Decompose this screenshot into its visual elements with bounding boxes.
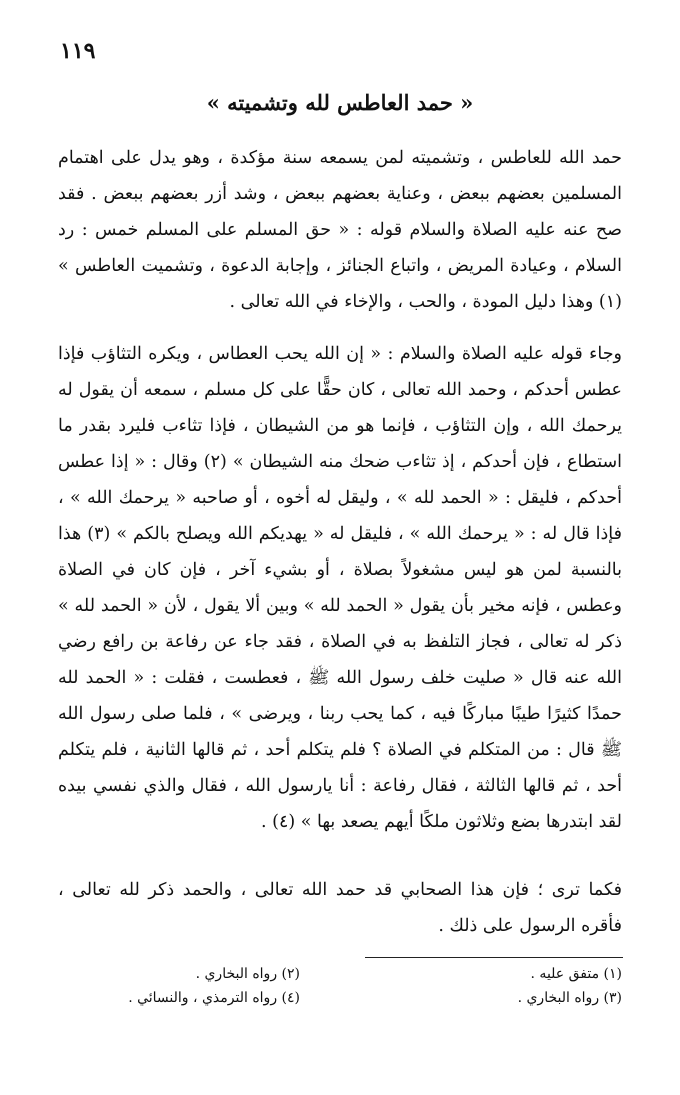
paragraph-2: وجاء قوله عليه الصلاة والسلام : « إن الله يحب العطاس ، ويكره التثاؤب فإذا عطس أحدكم ، وحمد الله تعالى ، كان حقًّا على كل مسلم ، سمعه أن يقول له يرحمك الله ، وإن التثاؤب ، فإنما هو من الشيطان ، فإذا تثاءب فليرد بقدر ما استطاع ، فإن أحدكم ، إذ تثاءب ضحك منه الشيطان » (٢) وقال : « إذا عطس أحدكم ، فليقل : « الحمد لله » ، وليقل له أخوه ، أو صاحبه « يرحمك الله » ، فإذا قال له : « يرحمك الله » ، فليقل له « يهديكم الله ويصلح بالكم » (٣) هذا بالنسبة لمن هو ليس مشغولاً بصلاة ، أو بشيء آخر ، فإن كان في الصلاة وعطس ، فإنه مخير بأن يقول « الحمد لله » وبين ألا يقول ، لأن « الحمد لله » ذكر له تعالى ، فجاز التلفظ به في الصلاة ، فقد جاء عن رفاعة بن رافع رضي الله عنه قال « صليت خلف رسول الله ﷺ ، فعطست ، فقلت : « الحمد لله حمدًا كثيرًا طيبًا مباركًا فيه ، كما يحب ربنا ، ويرضى » ، فلما صلى رسول الله ﷺ قال : من المتكلم في الصلاة ؟ فلم يتكلم أحد ، ثم قالها الثانية ، فلم يتكلم أحد ، ثم قالها الثالثة ، فقال رفاعة : أنا يارسول الله ، فقال والذي نفسي بيده لقد ابتدرها بضع وثلاثون ملكًا أيهم يصعد بها » (٤) .	[58, 344, 622, 832]
page-number: ١١٩	[60, 38, 96, 64]
footnote-3: (٣) رواه البخاري .	[517, 990, 622, 1006]
footnote-divider	[365, 957, 623, 958]
footnote-2: (٢) رواه البخاري .	[195, 966, 300, 982]
footnotes	[58, 962, 622, 1010]
footnote-row	[58, 962, 622, 986]
footnote-4: (٤) رواه الترمذي ، والنسائي .	[128, 990, 300, 1006]
paragraph-1: حمد الله للعاطس ، وتشميته لمن يسمعه سنة مؤكدة ، وهو يدل على اهتمام المسلمين بعضهم ببعض ، وعناية بعضهم ببعض ، وشد أزر بعضهم ببعض . فقد صح عنه عليه الصلاة والسلام قوله : « حق المسلم على المسلم خمس : رد السلام ، وعيادة المريض ، واتباع الجنائز ، وإجابة الدعوة ، وتشميت العاطس » (١) وهذا دليل المودة ، والحب ، والإخاء في الله تعالى .	[58, 148, 622, 312]
section-heading: « حمد العاطس لله وتشميته »	[206, 90, 474, 115]
footnote-row	[58, 986, 622, 1010]
footnote-1: (١) متفق عليه .	[530, 966, 622, 982]
paragraph-3: فكما ترى ؛ فإن هذا الصحابي قد حمد الله تعالى ، والحمد ذكر لله تعالى ، فأقره الرسول على ذلك .	[58, 880, 622, 936]
